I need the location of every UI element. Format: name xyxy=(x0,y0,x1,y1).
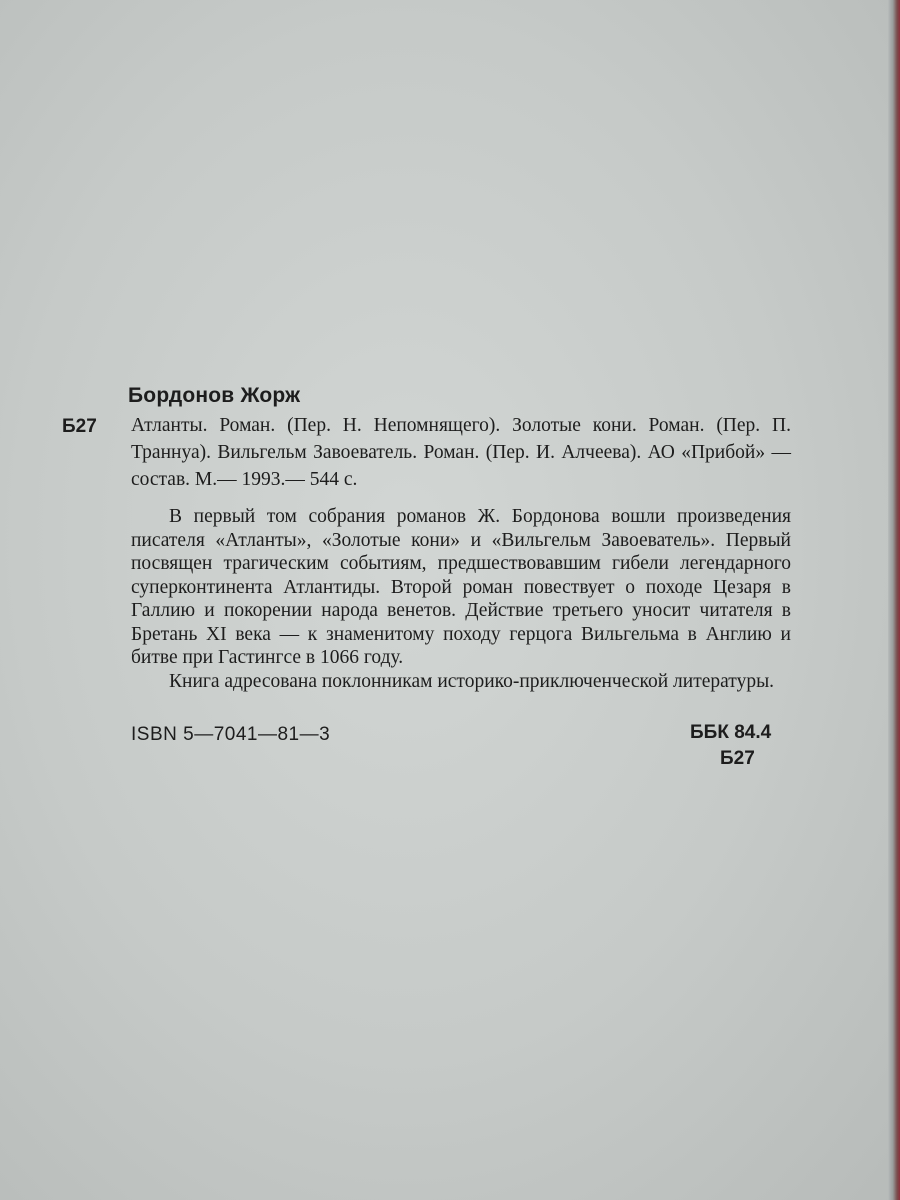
bbk-index: ББК 84.4 xyxy=(690,722,772,743)
bibliographic-entry: Атланты. Роман. (Пер. Н. Непомнящего). Золотые кони. Роман. (Пер. П. Траннуа). Вильгельм Завоеватель. Роман. (Пер. И. Алчеева). АО «Прибой» — состав. М.— 1993.— 544 с. xyxy=(131,415,791,490)
annotation-paragraph: Книга адресована поклонникам историко-приключенческой литературы. xyxy=(169,670,775,692)
annotation-paragraph: В первый том собрания романов Ж. Бордонова вошли произведения писателя «Атланты», «Золотые кони» и «Вильгельм Завоеватель». Первый посвящен трагическим событиям, предшествовавшим гибели легендарного суперконтинента Атлантиды. Второй роман повествует о походе Цезаря в Галлию и покорении народа венетов. Действие третьего уносит читателя в Бретань XI века — к знаменитому походу герцога Вильгельма в Англию и битве при Гастингсе в 1066 году. xyxy=(131,506,791,668)
author-name: Бордонов Жорж xyxy=(128,384,301,407)
bbk-author-code: Б27 xyxy=(720,748,755,769)
bbk-classification xyxy=(690,720,771,772)
catalog-code: Б27 xyxy=(62,416,97,437)
page-edge xyxy=(888,0,900,1200)
annotation xyxy=(131,505,791,693)
isbn: ISBN 5—7041—81—3 xyxy=(131,724,331,745)
